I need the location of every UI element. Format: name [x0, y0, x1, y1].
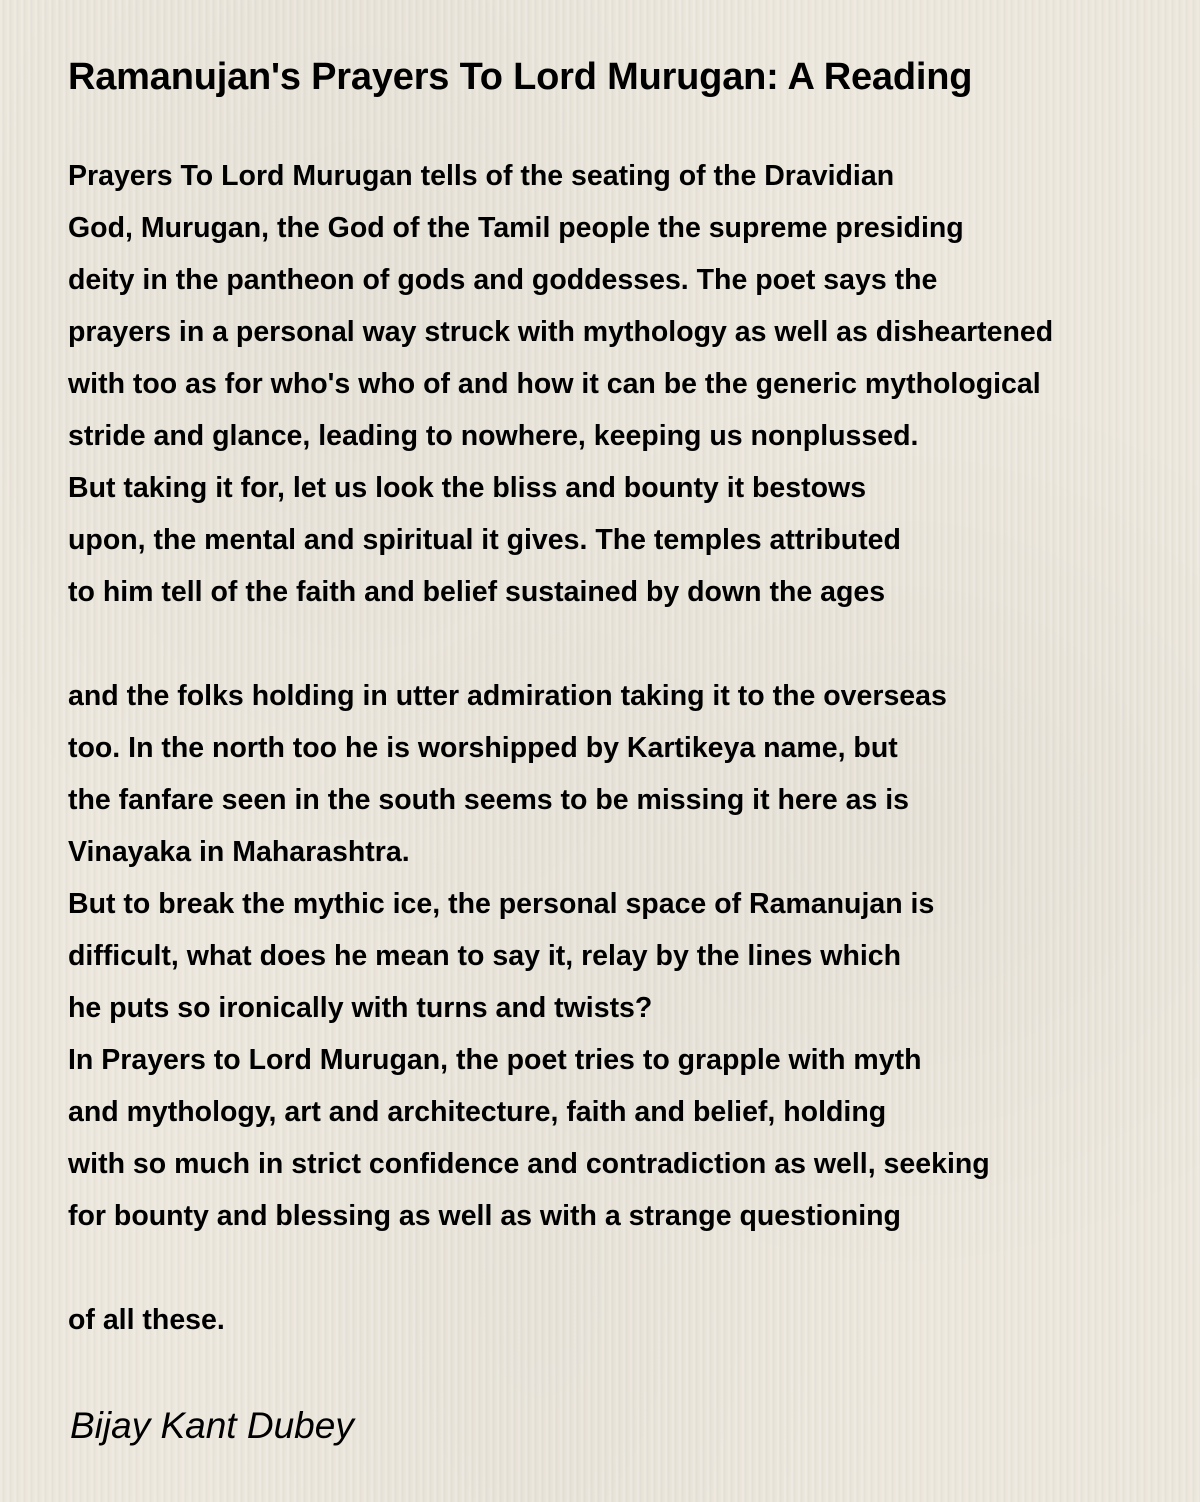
- poem-line: with so much in strict confidence and contradiction as well, seeking: [68, 1148, 990, 1180]
- page-title: Ramanujan's Prayers To Lord Murugan: A Reading: [68, 56, 973, 98]
- poem-line: But taking it for, let us look the bliss and bounty it bestows: [68, 472, 867, 504]
- poem-line: to him tell of the faith and belief sustained by down the ages: [68, 576, 886, 608]
- poem-line: Prayers To Lord Murugan tells of the seating of the Dravidian: [68, 160, 895, 192]
- poem-line: and mythology, art and architecture, faith and belief, holding: [68, 1096, 887, 1128]
- poem-line: difficult, what does he mean to say it, relay by the lines which: [68, 940, 902, 972]
- poem-line: deity in the pantheon of gods and goddesses. The poet says the: [68, 264, 938, 296]
- stanza-break: [68, 1242, 1053, 1294]
- poem-line: of all these.: [68, 1304, 225, 1336]
- author-name: Bijay Kant Dubey: [70, 1405, 354, 1446]
- poem-body: [68, 150, 1053, 1346]
- poem-line: prayers in a personal way struck with mythology as well as disheartened: [68, 316, 1054, 348]
- poem-line: upon, the mental and spiritual it gives. The temples attributed: [68, 524, 901, 556]
- poem-line: too. In the north too he is worshipped by Kartikeya name, but: [68, 732, 898, 764]
- poem-line: the fanfare seen in the south seems to be missing it here as is: [68, 784, 910, 816]
- stanza-break: [68, 618, 1053, 670]
- poem-line: In Prayers to Lord Murugan, the poet tries to grapple with myth: [68, 1044, 922, 1076]
- poem-line: he puts so ironically with turns and twists?: [68, 992, 653, 1024]
- poem-line: with too as for who's who of and how it can be the generic mythological: [68, 368, 1041, 400]
- poem-line: stride and glance, leading to nowhere, keeping us nonplussed.: [68, 420, 919, 452]
- poem-line: But to break the mythic ice, the personal space of Ramanujan is: [68, 888, 935, 920]
- poem-line: Vinayaka in Maharashtra.: [68, 836, 410, 868]
- poem-line: and the folks holding in utter admiration taking it to the overseas: [68, 680, 947, 712]
- poem-line: for bounty and blessing as well as with a strange questioning: [68, 1200, 901, 1232]
- poem-line: God, Murugan, the God of the Tamil people the supreme presiding: [68, 212, 964, 244]
